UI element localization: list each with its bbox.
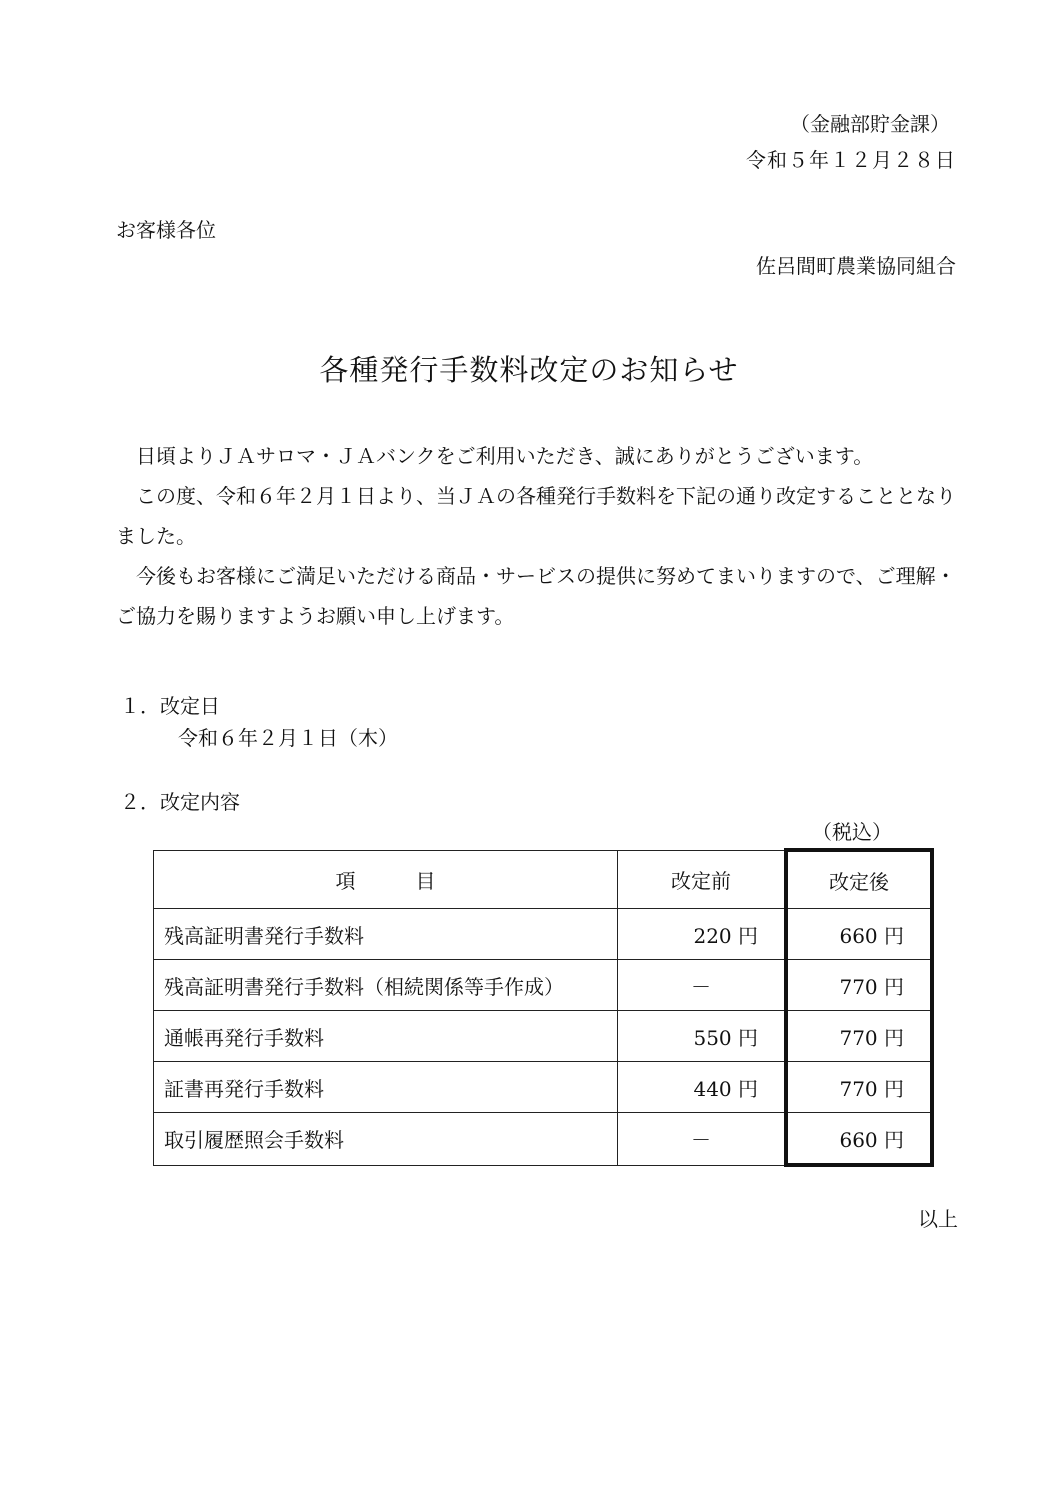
header-before: 改定前 <box>618 850 787 909</box>
body-paragraph: 日頃よりＪＡサロマ・ＪＡバンクをご利用いただき、誠にありがとうございます。 <box>136 444 874 468</box>
cell-after: 660 円 <box>786 909 932 960</box>
body-text <box>116 436 958 636</box>
department-label: （金融部貯金課） <box>790 112 950 136</box>
header-after: 改定後 <box>786 850 932 909</box>
cell-item: 通帳再発行手数料 <box>154 1011 618 1062</box>
cell-item: 残高証明書発行手数料（相続関係等手作成） <box>154 960 618 1011</box>
document-title: 各種発行手数料改定のお知らせ <box>319 353 739 387</box>
table-row <box>154 1113 933 1166</box>
section-heading-effective-date: １．改定日 <box>120 694 220 718</box>
table-header-row <box>154 850 933 909</box>
cell-after: 770 円 <box>786 1011 932 1062</box>
cell-before: 550 円 <box>618 1011 787 1062</box>
section-heading-changes: ２．改定内容 <box>120 790 240 814</box>
closing-mark: 以上 <box>918 1207 958 1231</box>
table-row <box>154 909 933 960</box>
fee-table <box>153 848 934 1167</box>
cell-after: 770 円 <box>786 1062 932 1113</box>
header-item: 項 目 <box>154 850 618 909</box>
cell-after: 660 円 <box>786 1113 932 1166</box>
cell-before: － <box>618 1113 787 1166</box>
cell-after: 770 円 <box>786 960 932 1011</box>
effective-date-value: 令和６年２月１日（木） <box>178 726 398 750</box>
body-paragraph: 今後もお客様にご満足いただける商品・サービスの提供に努めてまいりますので、ご理解・ご協力を賜りますようお願い申し上げます。 <box>116 564 956 628</box>
table-row <box>154 960 933 1011</box>
table-row <box>154 1062 933 1113</box>
recipient: お客様各位 <box>116 218 216 242</box>
cell-before: 220 円 <box>618 909 787 960</box>
tax-note: （税込） <box>812 820 892 844</box>
cell-before: 440 円 <box>618 1062 787 1113</box>
cell-item: 取引履歴照会手数料 <box>154 1113 618 1166</box>
body-paragraph: この度、令和６年２月１日より、当ＪＡの各種発行手数料を下記の通り改定することとなりました。 <box>116 484 956 548</box>
sender-organization: 佐呂間町農業協同組合 <box>756 254 956 278</box>
cell-item: 残高証明書発行手数料 <box>154 909 618 960</box>
table-row <box>154 1011 933 1062</box>
cell-before: － <box>618 960 787 1011</box>
cell-item: 証書再発行手数料 <box>154 1062 618 1113</box>
issue-date: 令和５年１２月２８日 <box>746 148 956 172</box>
